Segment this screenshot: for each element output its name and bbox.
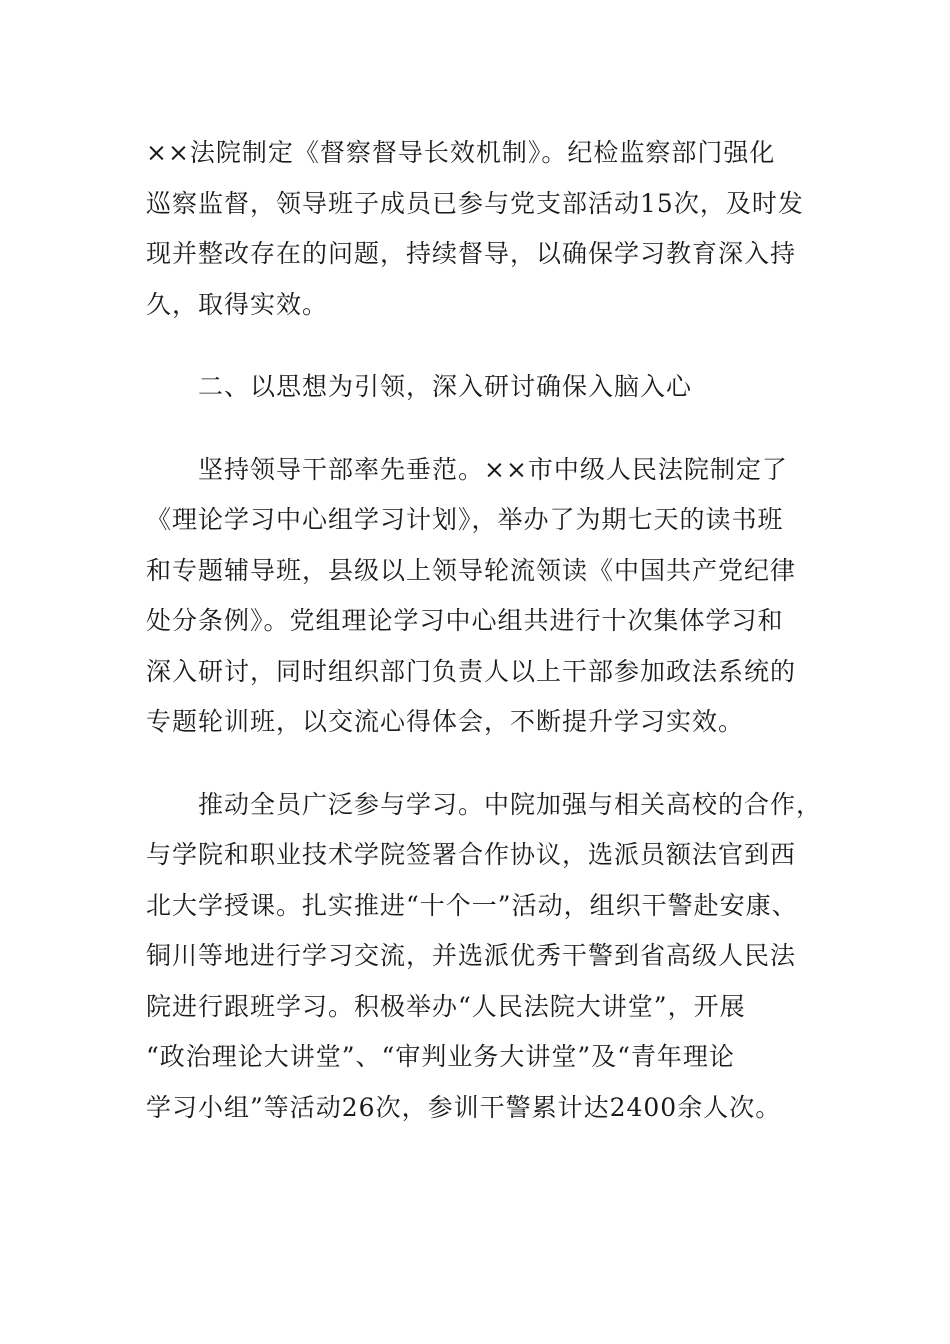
paragraph-line: 久，取得实效。 — [146, 289, 329, 319]
paragraph-line: 与学院和职业技术学院签署合作协议，选派员额法官到西 — [146, 840, 797, 869]
paragraph-supervision — [146, 128, 806, 330]
paragraph-line: 巡察监督，领导班子成员已参与党支部活动15次，及时发 — [146, 188, 804, 218]
paragraph-line: 学习小组”等活动26次，参训干警累计达2400余人次。 — [146, 1092, 782, 1122]
paragraph-spacer — [146, 748, 806, 780]
paragraph-line: 院进行跟班学习。积极举办“人民法院大讲堂”，开展 — [146, 991, 746, 1021]
document-body — [146, 128, 823, 1133]
section-heading-text: 二、以思想为引领，深入研讨确保入脑入心 — [198, 372, 693, 401]
paragraph-line: 专题轮训班，以交流心得体会，不断提升学习实效。 — [146, 707, 745, 736]
paragraph-line: 推动全员广泛参与学习。中院加强与相关高校的合作， — [198, 789, 823, 819]
paragraph-line: 北大学授课。扎实推进“十个一”活动，组织干警赴安康、 — [146, 890, 798, 920]
paragraph-line: 《理论学习中心组学习计划》，举办了为期七天的读书班 — [146, 505, 784, 534]
paragraph-line: 深入研讨，同时组织部门负责人以上干部参加政法系统的 — [146, 656, 797, 686]
paragraph-line: ××法院制定《督察督导长效机制》。纪检监察部门强化 — [146, 138, 776, 167]
paragraph-line: “政治理论大讲堂”、“审判业务大讲堂”及“青年理论 — [146, 1042, 735, 1071]
paragraph-line: 坚持领导干部率先垂范。××市中级人民法院制定了 — [198, 454, 788, 484]
paragraph-line: 处分条例》。党组理论学习中心组共进行十次集体学习和 — [146, 606, 784, 635]
paragraph-line: 铜川等地进行学习交流，并选派优秀干警到省高级人民法 — [146, 941, 797, 970]
paragraph-participation — [146, 780, 823, 1134]
paragraph-line: 现并整改存在的问题，持续督导，以确保学习教育深入持 — [146, 239, 797, 268]
paragraph-spacer — [146, 413, 806, 445]
paragraph-spacer — [146, 330, 806, 362]
section-heading — [146, 362, 806, 413]
paragraph-leadership — [146, 445, 806, 748]
paragraph-line: 和专题辅导班，县级以上领导轮流领读《中国共产党纪律 — [146, 555, 797, 585]
